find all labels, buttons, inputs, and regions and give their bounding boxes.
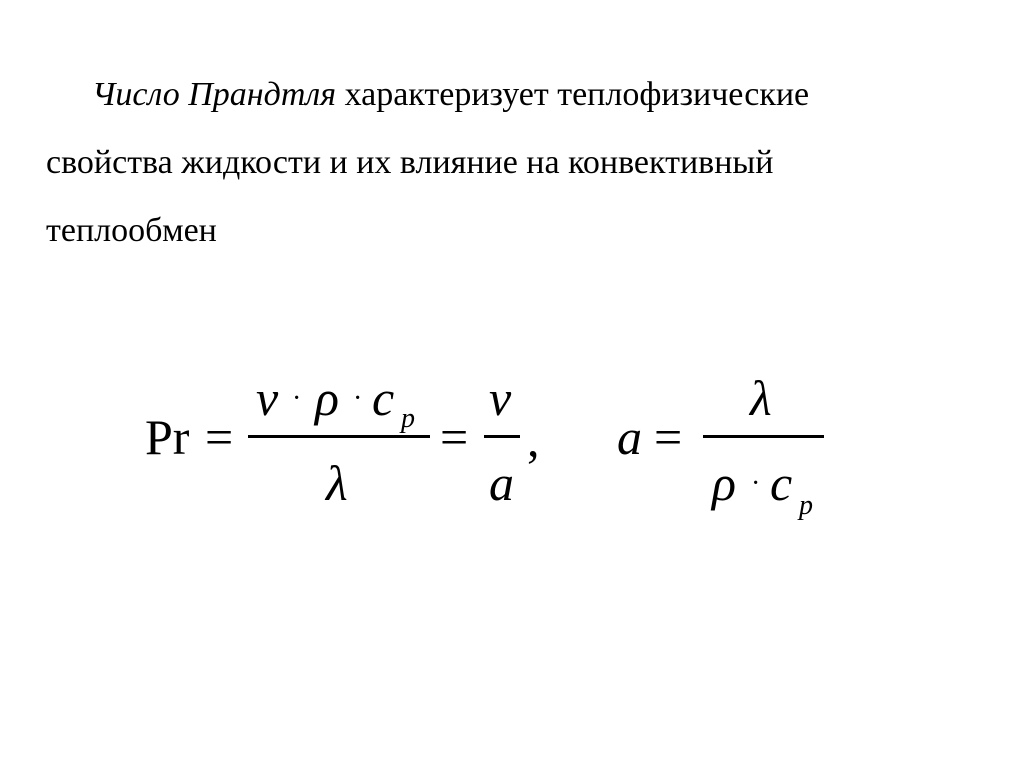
paragraph-line-3: теплообмен [46, 212, 217, 249]
formula-pr-equals-2: = [440, 409, 469, 465]
formula-pr-fraction-bar-2 [484, 435, 520, 438]
formula-a-lhs: a [617, 409, 642, 465]
formula-pr-num-subscript-p: p [401, 403, 415, 434]
formula-pr-comma: , [527, 411, 540, 467]
formula-a-num-lambda: λ [750, 370, 772, 426]
term-prandtl-number: Число Прандтля [92, 76, 337, 113]
paragraph-line-1-text: характеризует теплофизические [336, 76, 810, 113]
formula-pr-den-lambda: λ [326, 455, 348, 511]
formula-a-den-subscript-p: p [799, 490, 813, 521]
formula-a-den-c: c [770, 455, 793, 511]
paragraph-line-1 [92, 78, 809, 112]
formula-pr-num-dot-2: · [353, 383, 363, 414]
formula-a-equals: = [654, 409, 683, 465]
formula-a-den-rho: ρ [712, 455, 736, 511]
formula-pr-fraction-bar-1 [248, 435, 430, 438]
formula-pr-lhs: Pr [145, 409, 190, 465]
formula-pr-num-dot-1: · [292, 383, 302, 414]
formula-pr-den2-a: a [489, 455, 514, 511]
formula-pr-num2-nu: ν [489, 370, 512, 426]
paragraph-line-2: свойства жидкости и их влияние на конвективный [46, 144, 774, 181]
formula-pr-equals: = [205, 409, 234, 465]
formula-pr-num-rho: ρ [315, 370, 339, 426]
formula-pr-num-c: c [372, 370, 395, 426]
formula-a-fraction-bar [703, 435, 824, 438]
formula-a-den-dot: · [751, 468, 761, 499]
formula-pr-num-nu: ν [256, 370, 279, 426]
